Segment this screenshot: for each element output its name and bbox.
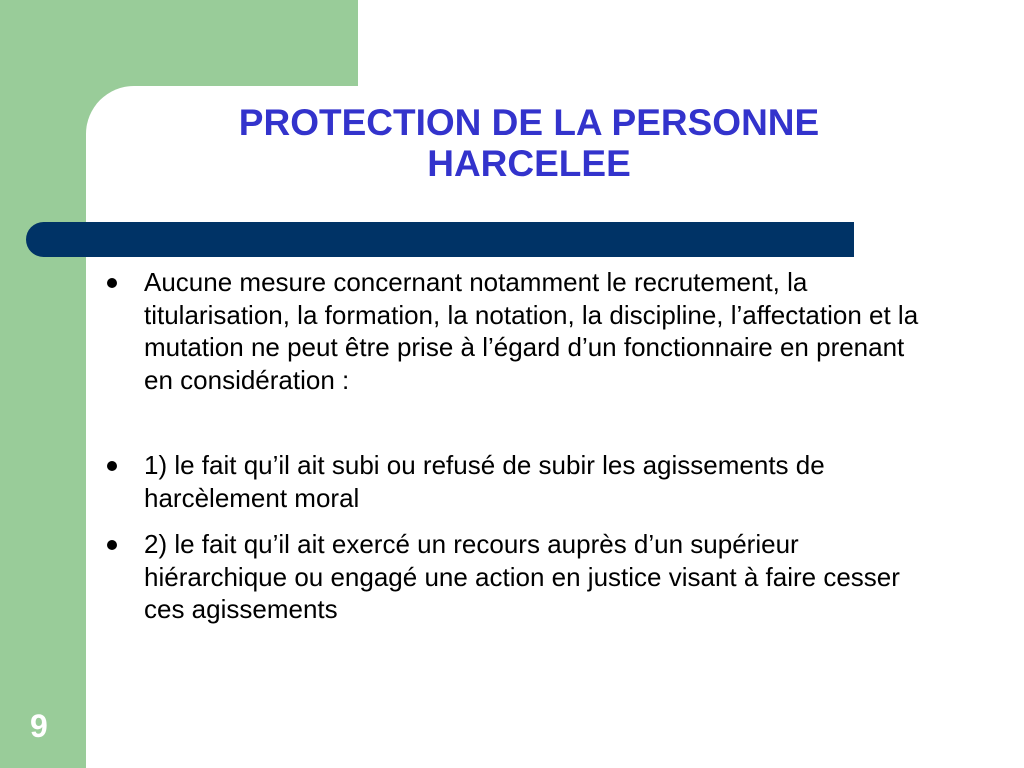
bullet-dot-icon <box>107 278 117 288</box>
bullet-text-1: Aucune mesure concernant notamment le recrutement, la titularisation, la formation, la notation, la discipline, l’affectation et la mutation ne peut être prise à l’égard d’un fonctionnaire en prenant en considération : <box>144 267 919 395</box>
bullet-item-3 <box>103 528 933 626</box>
top-green-band <box>0 0 358 86</box>
title-divider-bar <box>26 222 854 257</box>
bullet-text-2: 1) le fait qu’il ait subi ou refusé de subir les agissements de harcèlement moral <box>144 450 825 513</box>
bullet-dot-icon <box>107 540 117 550</box>
bullet-spacer <box>103 396 933 449</box>
bullet-spacer <box>103 514 933 528</box>
slide-title-line-2: HARCELEE <box>427 143 631 184</box>
slide-title-line-1: PROTECTION DE LA PERSONNE <box>238 102 820 143</box>
top-white-area <box>358 0 1024 100</box>
slide-page-number: 9 <box>30 708 48 744</box>
left-green-band <box>0 0 86 768</box>
bullet-item-2 <box>103 449 933 514</box>
bullet-item-1 <box>103 266 933 396</box>
slide-title <box>120 102 938 184</box>
bullet-list <box>103 266 933 626</box>
bullet-dot-icon <box>107 461 117 471</box>
bullet-text-3: 2) le fait qu’il ait exercé un recours auprès d’un supérieur hiérarchique ou engagé une action en justice visant à faire cesser ces agissements <box>144 529 900 624</box>
